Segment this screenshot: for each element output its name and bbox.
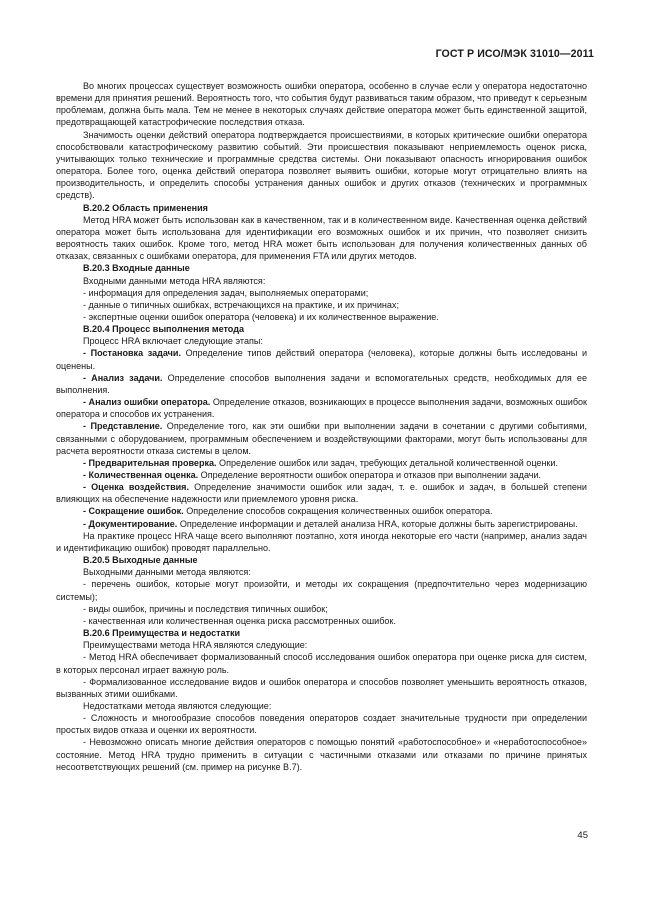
paragraph: - экспертные оценки ошибок оператора (человека) и их количественное выражение. bbox=[83, 311, 439, 322]
list-item-term: - Анализ задачи. bbox=[83, 372, 163, 383]
paragraph: Во многих процессах существует возможность ошибки оператора, особенно в случае если у оператора недостаточно времени для принятия решений. Вероятность того, что события будут развиваться таким образом, что приведут к серьезным проблемам, должна быть мала. Тем не менее в некоторых случаях действие оператора может быть единственной защитой, предотвращающей катастрофические последствия отказа. bbox=[56, 81, 587, 128]
list-item-text: Определение того, как эти ошибки при выполнении задачи в сочетании с другими событиями, связанными с оборудованием, программным обеспечением и воздействующими факторами, могут быть использованы для расчета вероятности отказа системы в целом. bbox=[56, 421, 587, 456]
list-item bbox=[56, 396, 587, 420]
paragraph: - Невозможно описать многие действия операторов с помощью понятий «работоспособное» и «неработоспособное» состояние. Метод HRA трудно применить в ситуации с частичными отказами или отказами по причине принятых несоответствующих решений (см. пример на рисунке В.7). bbox=[56, 737, 587, 772]
list-item-text: Определение ошибок или задач, требующих детальной количественной оценки. bbox=[216, 457, 558, 468]
list-item bbox=[56, 372, 587, 396]
list-item bbox=[56, 481, 587, 505]
list-item-text: Определение значимости ошибок или задач, т. е. ошибок и задач, в большей степени влияющих на обеспечение надежности или приемлемого уровня риска. bbox=[56, 482, 587, 505]
page-number: 45 bbox=[577, 830, 588, 841]
list-item bbox=[56, 469, 587, 481]
paragraph: - перечень ошибок, которые могут произойти, и методы их сокращения (предпочтительно через модернизацию системы); bbox=[56, 579, 587, 602]
list-item-text: Определение информации и деталей анализа HRA, которые должны быть зарегистрированы. bbox=[177, 518, 578, 529]
document-body bbox=[56, 80, 587, 773]
section-heading: В.20.4 Процесс выполнения метода bbox=[83, 324, 244, 335]
paragraph: Процесс HRA включает следующие этапы: bbox=[83, 336, 263, 347]
section-heading: В.20.2 Область применения bbox=[83, 202, 208, 213]
paragraph: На практике процесс HRA чаще всего выполняют поэтапно, хотя иногда некоторые его части (например, анализ задач и идентификацию ошибок) проводят параллельно. bbox=[56, 530, 587, 553]
list-item-term: - Предварительная проверка. bbox=[83, 457, 217, 468]
list-item-term: - Постановка задачи. bbox=[83, 348, 181, 359]
paragraph: - данные о типичных ошибках, встречающихся на практике, и их причинах; bbox=[83, 299, 399, 310]
paragraph: - информация для определения задач, выполняемых операторами; bbox=[83, 287, 369, 298]
list-item bbox=[56, 518, 587, 530]
list-item bbox=[56, 347, 587, 371]
list-item-text: Определение способов сокращения количественных ошибок оператора. bbox=[183, 506, 493, 517]
section-heading: В.20.5 Выходные данные bbox=[83, 555, 198, 566]
paragraph: Преимуществами метода HRA являются следующие: bbox=[83, 640, 308, 651]
list-item-text: Определение способов выполнения задачи и вспомогательных средств, необходимых для ее выполнения. bbox=[56, 372, 587, 395]
paragraph: Метод HRA может быть использован как в качественном, так и в количественном виде. Качественная оценка действий оператора может быть использована для идентификации его возможных ошибок и их причин, что позволяет снизить вероятность таких ошибок. Кроме того, метод HRA может быть использован для получения количественных данных об отказах, связанных с ошибками оператора, для применения FTA или других методов. bbox=[56, 214, 587, 262]
list-item-term: - Сокращение ошибок. bbox=[83, 506, 184, 517]
section-heading: В.20.6 Преимущества и недостатки bbox=[83, 628, 241, 639]
list-item bbox=[56, 457, 587, 469]
paragraph: Недостатками метода являются следующие: bbox=[83, 700, 272, 711]
list-item-text: Определение отказов, возникающих в процессе выполнения задачи, возможных ошибок оператора и способов их устранения. bbox=[56, 397, 588, 420]
paragraph: - качественная или количественная оценка риска рассмотренных ошибок. bbox=[83, 615, 396, 626]
list-item bbox=[56, 420, 587, 456]
paragraph: Выходными данными метода являются: bbox=[83, 567, 251, 578]
paragraph: - Формализованное исследование видов и ошибок оператора и способов позволяет уменьшить вероятность отказов, вызванных этими ошибками. bbox=[56, 676, 587, 699]
section-heading: В.20.3 Входные данные bbox=[83, 263, 190, 274]
list-item-term: - Оценка воздействия. bbox=[83, 482, 189, 493]
list-item-term: - Анализ ошибки оператора. bbox=[83, 397, 211, 408]
list-item-text: Определение вероятности ошибок оператора и отказов при выполнении задачи. bbox=[198, 470, 542, 480]
document-header: ГОСТ Р ИСО/МЭК 31010—2011 bbox=[435, 48, 594, 60]
paragraph: - Метод HRA обеспечивает формализованный способ исследования ошибок оператора при оценке риска для систем, в которых персонал играет важную роль. bbox=[56, 652, 587, 675]
list-item bbox=[56, 505, 587, 517]
list-item-term: - Количественная оценка. bbox=[83, 470, 199, 480]
paragraph: - Сложность и многообразие способов поведения операторов создает значительные трудности при определении простых видов отказа и оценки их вероятности. bbox=[56, 713, 587, 736]
list-item-term: - Представление. bbox=[83, 421, 163, 432]
list-item-text: Определение типов действий оператора (человека), которые должны быть исследованы и оценены. bbox=[56, 348, 587, 371]
paragraph: Значимость оценки действий оператора подтверждается происшествиями, в которых критические ошибки оператора способствовали катастрофическому развитию событий. Эти происшествия показывают неприемлемость оценок риска, учитывающих только технические и программные средства системы. Они показывают опасность игнорирования ошибок оператора. Более того, оценка действий оператора позволяет выявить ошибки, которые могут отрицательно влиять на производительность, и определить способы устранения данных ошибок и других отказов (технических и программных средств). bbox=[56, 129, 587, 201]
list-item-term: - Документирование. bbox=[83, 518, 178, 529]
paragraph: - виды ошибок, причины и последствия типичных ошибок; bbox=[83, 603, 328, 614]
paragraph: Входными данными метода HRA являются: bbox=[83, 275, 266, 286]
